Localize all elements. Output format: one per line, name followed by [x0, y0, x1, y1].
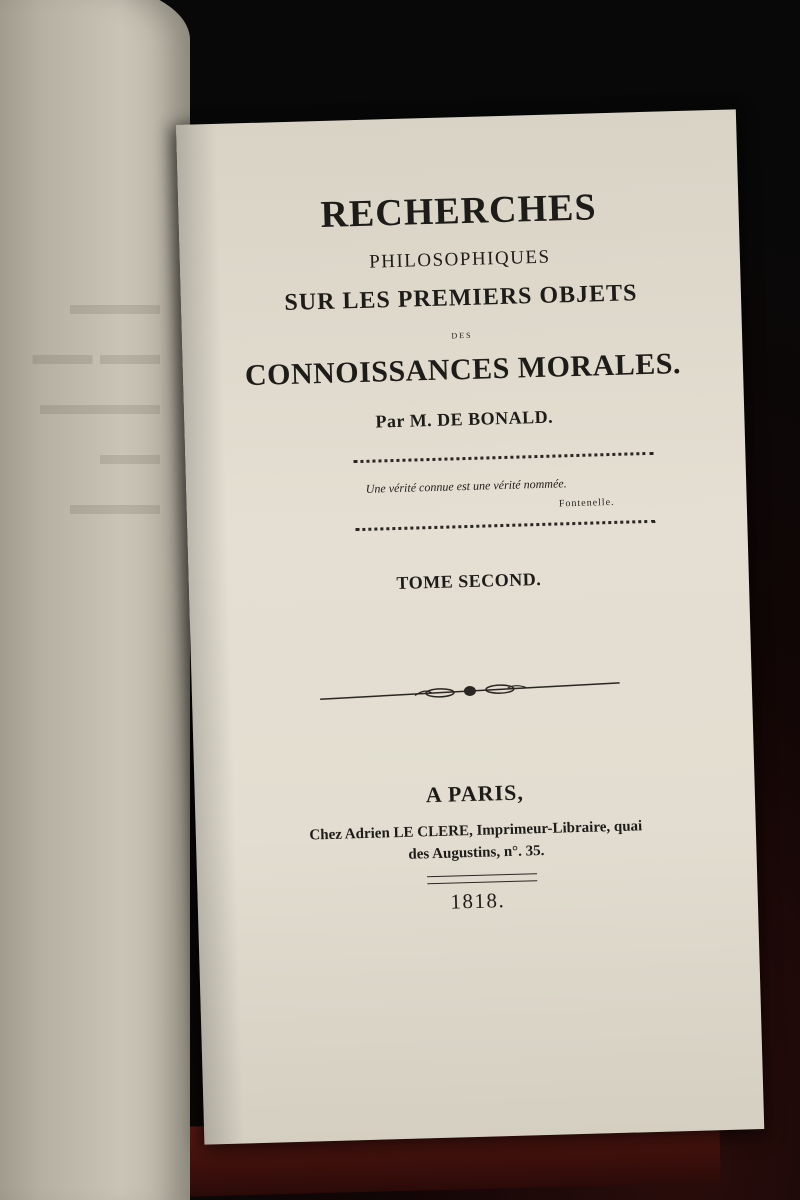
ornament-divider-icon — [320, 679, 620, 707]
double-rule — [427, 873, 537, 884]
publication-year: 1818. — [450, 888, 506, 914]
book-subtitle-des: DES — [451, 330, 473, 341]
dotted-rule-top — [353, 452, 653, 463]
epigraph: Une vérité connue est une vérité nommée. — [365, 476, 567, 496]
imprint-place: A PARIS, — [425, 779, 525, 808]
left-page — [0, 0, 190, 1200]
imprint-printer-line-2: des Augustins, n°. 35. — [408, 842, 545, 863]
epigraph-source: Fontenelle. — [558, 496, 615, 510]
book-title: RECHERCHES — [319, 186, 598, 236]
book-subtitle-3: CONNOISSANCES MORALES. — [244, 347, 682, 393]
volume-label: TOME SECOND. — [396, 568, 542, 594]
author-line: Par M. DE BONALD. — [375, 406, 554, 432]
book-subtitle-2: SUR LES PREMIERS OBJETS — [284, 280, 638, 317]
book-subtitle-1: PHILOSOPHIQUES — [368, 246, 551, 273]
title-page — [176, 109, 764, 1144]
left-page-show-through-text: ▬▬▬ ▬▬ ▬▬ ▬▬▬▬ ▬▬ ▬▬▬ — [32, 288, 160, 521]
dotted-rule-bottom — [355, 520, 655, 531]
imprint-printer-line-1: Chez Adrien LE CLERE, Imprimeur-Libraire, quai — [309, 818, 643, 844]
